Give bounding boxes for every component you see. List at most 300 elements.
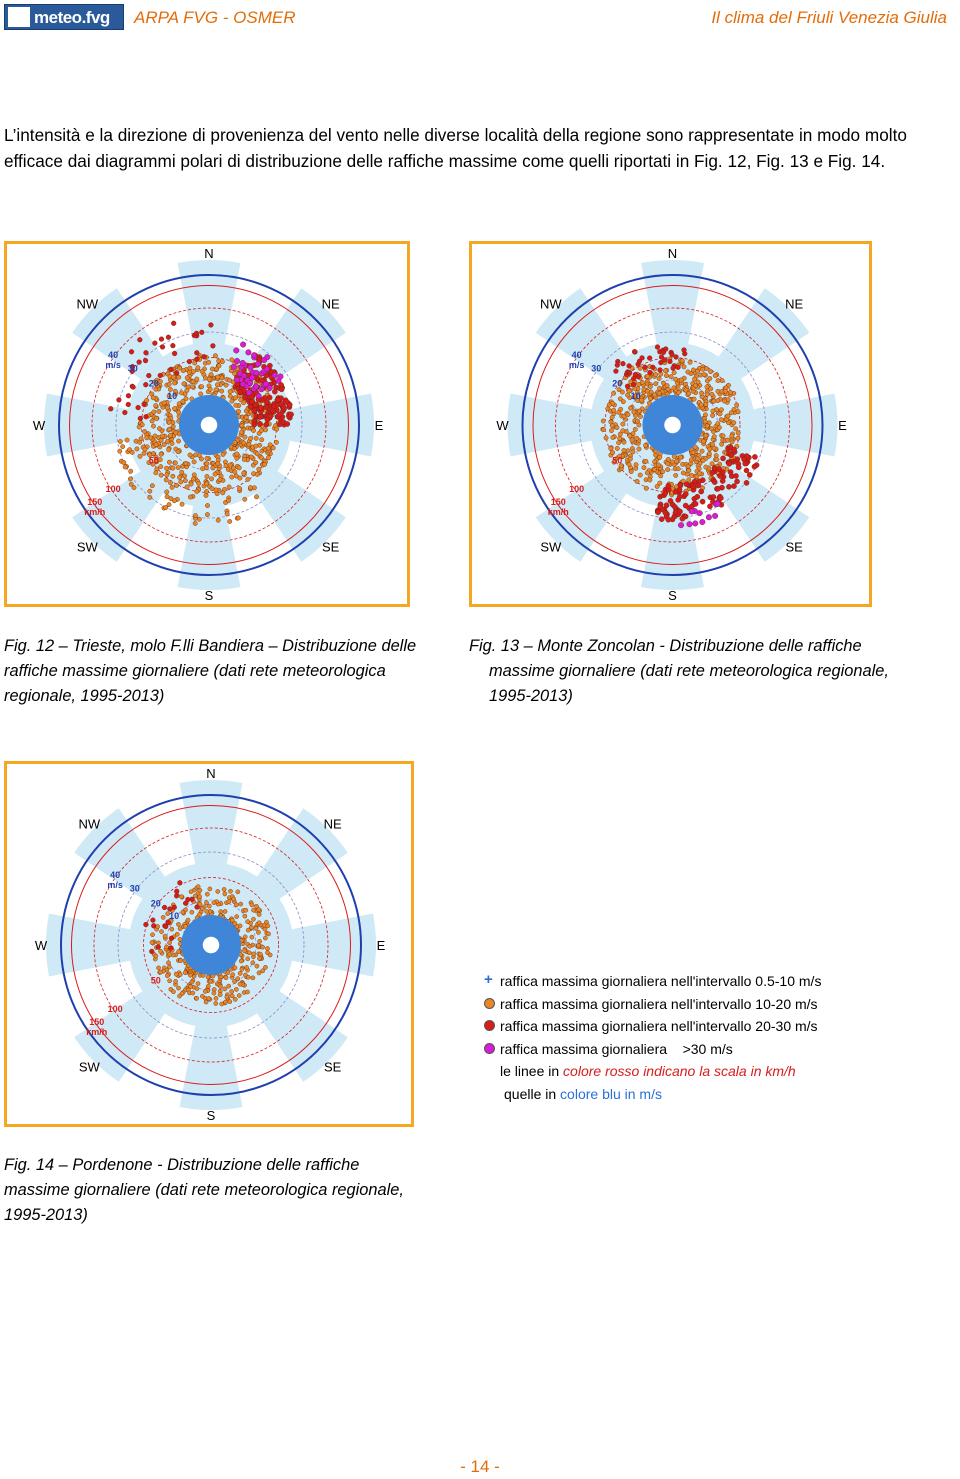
gust-point [706, 514, 712, 520]
gust-point [627, 370, 632, 375]
gust-point [170, 485, 174, 489]
gust-point [225, 512, 229, 516]
legend-label: raffica massima giornaliera nell'intervallo 10-20 m/s [500, 995, 818, 1012]
gust-point [237, 993, 241, 997]
gust-point [156, 945, 161, 950]
gust-point [171, 466, 175, 470]
gust-point [166, 448, 170, 452]
legend-note-blue-text: colore blu in m/s [560, 1085, 662, 1102]
gust-point [668, 359, 673, 364]
gust-point [176, 465, 180, 469]
legend-label: raffica massima giornaliera nell'intervallo 20-30 m/s [500, 1018, 818, 1034]
gust-point [127, 448, 131, 452]
gust-point [270, 408, 275, 413]
gust-point [725, 438, 729, 442]
gust-point [195, 489, 199, 493]
gust-point [181, 910, 185, 914]
gust-point [223, 892, 227, 896]
gust-point [174, 889, 179, 894]
gust-point [263, 428, 267, 432]
gust-point [263, 965, 267, 969]
gust-point [272, 389, 277, 394]
gust-point [256, 393, 262, 399]
gust-point [150, 933, 154, 937]
gust-point [228, 389, 232, 393]
orange-dot-icon [484, 998, 495, 1009]
gust-point [171, 321, 176, 326]
gust-point [707, 504, 712, 509]
meteo-fvg-logo [4, 4, 124, 30]
gust-point [238, 389, 243, 394]
gust-point [171, 474, 175, 478]
gust-point [730, 434, 734, 438]
gust-point [232, 446, 236, 450]
compass-label: N [667, 246, 678, 261]
gust-point [159, 452, 163, 456]
gust-point [223, 1000, 227, 1004]
scale-label-ms: 40 [571, 349, 582, 360]
gust-point [264, 354, 270, 360]
gust-point [695, 369, 699, 373]
page-header [0, 0, 960, 34]
gust-point [268, 953, 272, 957]
gust-point [195, 377, 199, 381]
gust-point [165, 490, 169, 494]
gust-point [167, 965, 171, 969]
center-dot [203, 937, 220, 954]
gust-point [688, 360, 692, 364]
gust-point [216, 462, 220, 466]
gust-point [177, 950, 181, 954]
gust-point [254, 444, 258, 448]
gust-point [625, 393, 629, 397]
gust-point [167, 460, 171, 464]
gust-point [631, 376, 636, 381]
gust-point [263, 936, 267, 940]
gust-point [710, 413, 714, 417]
gust-point [719, 442, 723, 446]
gust-point [207, 904, 211, 908]
gust-point [251, 428, 255, 432]
gust-point [200, 907, 204, 911]
gust-point [196, 981, 200, 985]
gust-point [181, 399, 185, 403]
gust-point [179, 895, 183, 899]
scale-label-ms: 10 [167, 391, 178, 402]
compass-label: W [496, 418, 509, 433]
gust-point [672, 504, 677, 509]
gust-point [637, 447, 641, 451]
gust-point [610, 450, 614, 454]
legend-item [480, 1038, 870, 1061]
gust-point [199, 330, 204, 335]
compass-label: N [204, 246, 214, 261]
gust-point [243, 497, 247, 501]
gust-point [157, 409, 161, 413]
gust-point [616, 440, 620, 444]
gust-point [253, 402, 258, 407]
gust-point [135, 447, 139, 451]
gust-point [138, 416, 143, 421]
gust-point [259, 437, 263, 441]
gust-point [677, 494, 682, 499]
compass-label: NW [540, 296, 562, 312]
gust-point [662, 358, 667, 363]
gust-point [752, 464, 757, 469]
gust-point [245, 990, 249, 994]
gust-point [126, 393, 131, 398]
gust-point [212, 901, 216, 905]
gust-point [227, 485, 231, 489]
gust-point [195, 905, 200, 910]
gust-point [174, 972, 178, 976]
compass-label: N [206, 766, 216, 781]
gust-point [711, 494, 716, 499]
gust-point [637, 409, 641, 413]
scale-unit-ms: m/s [568, 359, 585, 370]
gust-point [704, 366, 708, 370]
gust-point [146, 373, 151, 378]
gust-point [262, 462, 266, 466]
gust-point [696, 483, 701, 488]
gust-point [702, 372, 706, 376]
gust-point [267, 385, 273, 391]
gust-point [642, 465, 646, 469]
gust-point [657, 455, 661, 459]
intro-paragraph: L’intensità e la direzione di provenienza del vento nelle diverse località della regione sono rappresentate in modo molto efficace dai diagrammi polari di distribuzione delle raffiche massime come quelli riportati in Fig. 12, Fig. 13 e Fig. 14. [4, 125, 907, 171]
gust-point [154, 443, 158, 447]
gust-point [254, 370, 260, 376]
gust-point [266, 455, 270, 459]
gust-point [644, 486, 648, 490]
gust-point [259, 428, 263, 432]
gust-point [220, 360, 224, 364]
gust-point [220, 376, 224, 380]
gust-point [643, 443, 647, 447]
gust-point [692, 397, 696, 401]
gust-point [194, 350, 199, 355]
gust-point [203, 989, 207, 993]
gust-point [715, 457, 719, 461]
caption-fig-12: Fig. 12 – Trieste, molo F.lli Bandiera – Distribuzione delle raffiche massime giornaliere (dati rete meteorologica regionale, 1995-2013) [4, 637, 417, 705]
gust-point [711, 409, 715, 413]
gust-point [239, 430, 243, 434]
gust-point [230, 475, 234, 479]
gust-point [708, 447, 712, 451]
gust-point [668, 498, 673, 503]
gust-point [658, 504, 663, 509]
gust-point [152, 341, 157, 346]
gust-point [235, 456, 239, 460]
gust-point [274, 440, 278, 444]
gust-point [710, 392, 714, 396]
gust-point [162, 401, 166, 405]
gust-point [205, 892, 209, 896]
gust-point [622, 448, 626, 452]
legend-note-red [480, 1060, 870, 1083]
gust-point [647, 356, 652, 361]
gust-point [191, 379, 195, 383]
gust-point [152, 410, 156, 414]
gust-point [222, 887, 226, 891]
gust-point [191, 369, 195, 373]
gust-point [223, 987, 227, 991]
gust-point [251, 908, 255, 912]
gust-point [666, 483, 671, 488]
gust-point [175, 932, 179, 936]
gust-point [120, 444, 124, 448]
gust-point [634, 463, 638, 467]
gust-point [176, 449, 180, 453]
gust-point [627, 462, 631, 466]
gust-point [704, 402, 708, 406]
gust-point [178, 927, 182, 931]
gust-point [257, 912, 261, 916]
gust-point [169, 946, 174, 951]
gust-point [601, 419, 605, 423]
gust-point [233, 921, 237, 925]
gust-point [164, 478, 168, 482]
gust-point [240, 967, 244, 971]
gust-point [151, 396, 155, 400]
gust-point [264, 422, 269, 427]
gust-point [259, 386, 265, 392]
gust-point [622, 440, 626, 444]
gust-point [678, 522, 684, 528]
gust-point [721, 434, 725, 438]
gust-point [253, 384, 259, 390]
gust-point [716, 378, 720, 382]
gust-point [720, 478, 725, 483]
gust-point [652, 467, 656, 471]
gust-point [194, 331, 199, 336]
gust-point [704, 465, 708, 469]
polar-chart-zoncolan [469, 241, 872, 607]
gust-point [108, 406, 113, 411]
gust-point [246, 350, 252, 356]
gust-point [676, 466, 680, 470]
gust-point [218, 984, 222, 988]
gust-point [204, 493, 208, 497]
gust-point [733, 427, 737, 431]
gust-point [176, 986, 180, 990]
gust-point [150, 419, 154, 423]
gust-point [160, 434, 164, 438]
gust-point [731, 447, 736, 452]
gust-point [177, 880, 182, 885]
gust-point [691, 368, 695, 372]
gust-point [242, 949, 246, 953]
gust-point [129, 469, 133, 473]
gust-point [704, 433, 708, 437]
gust-point [617, 436, 621, 440]
gust-point [137, 337, 142, 342]
gust-point [257, 921, 261, 925]
gust-point [705, 424, 709, 428]
gust-point [216, 889, 220, 893]
gust-point [123, 465, 127, 469]
gust-point [131, 385, 136, 390]
gust-point [252, 422, 257, 427]
gust-point [209, 323, 214, 328]
gust-point [726, 484, 731, 489]
gust-point [258, 414, 263, 419]
gust-point [635, 419, 639, 423]
gust-point [143, 358, 148, 363]
legend-label: raffica massima giornaliera nell'intervallo 0.5-10 m/s [500, 973, 822, 989]
gust-point [187, 359, 192, 364]
gust-point [235, 452, 239, 456]
gust-point [611, 435, 615, 439]
gust-point [142, 402, 147, 407]
gust-point [648, 370, 653, 375]
gust-point [620, 390, 624, 394]
gust-point [248, 436, 252, 440]
gust-point [169, 367, 174, 372]
gust-point [230, 358, 234, 362]
gust-point [224, 976, 228, 980]
gust-point [238, 476, 242, 480]
gust-point [691, 484, 696, 489]
caption-fig-14: Fig. 14 – Pordenone - Distribuzione delle raffiche massime giornaliere (dati rete meteorologica regionale, 1995-2013) [4, 1156, 404, 1224]
gust-point [171, 990, 175, 994]
gust-point [218, 477, 222, 481]
gust-point [209, 477, 213, 481]
gust-point [180, 470, 184, 474]
gust-point [165, 473, 169, 477]
gust-point [648, 478, 652, 482]
compass-label: NW [78, 816, 101, 832]
scale-unit-kmh: km/h [84, 507, 106, 518]
gust-point [251, 917, 255, 921]
gust-point [167, 941, 171, 945]
gust-point [232, 897, 236, 901]
legend-note-prefix: le linee in [500, 1063, 564, 1079]
gust-point [172, 351, 177, 356]
legend-item [480, 993, 870, 1016]
gust-point [225, 995, 229, 999]
gust-point [247, 442, 251, 446]
gust-point [154, 416, 158, 420]
gust-point [705, 392, 709, 396]
compass-label: E [376, 938, 386, 953]
gust-point [163, 505, 167, 509]
gust-point [166, 961, 170, 965]
gust-point [637, 359, 642, 364]
gust-point [221, 452, 225, 456]
gust-point [205, 909, 209, 913]
gust-point [254, 436, 258, 440]
gust-point [186, 918, 190, 922]
gust-point [708, 369, 712, 373]
scale-unit-ms: m/s [105, 359, 121, 370]
gust-point [192, 473, 196, 477]
gust-point [191, 477, 195, 481]
gust-point [234, 903, 238, 907]
gust-point [710, 442, 714, 446]
gust-point [288, 412, 293, 417]
gust-point [683, 491, 688, 496]
legend-note-text [500, 1060, 796, 1083]
scale-label-kmh: 100 [105, 484, 121, 495]
gust-point [266, 924, 270, 928]
gust-point [190, 385, 194, 389]
gust-point [736, 436, 740, 440]
legend-note-blue [480, 1083, 870, 1106]
gust-point [177, 375, 181, 379]
gust-point [678, 455, 682, 459]
gust-point [611, 391, 615, 395]
gust-point [142, 429, 146, 433]
gust-point [275, 427, 279, 431]
gust-point [655, 345, 660, 350]
gust-point [264, 399, 269, 404]
gust-point [644, 459, 648, 463]
gust-point [233, 997, 237, 1001]
scale-label-ms: 10 [630, 391, 641, 402]
gust-point [736, 431, 740, 435]
gust-point [227, 378, 231, 382]
gust-point [205, 462, 209, 466]
gust-point [699, 403, 703, 407]
gust-point [656, 510, 661, 515]
compass-label: W [34, 938, 48, 953]
gust-point [714, 453, 718, 457]
gust-point [165, 974, 169, 978]
gust-point [723, 389, 727, 393]
gust-point [665, 467, 669, 471]
gust-point [137, 440, 141, 444]
gust-point [744, 468, 749, 473]
gust-point [228, 519, 232, 523]
gust-point [159, 464, 163, 468]
gust-point [689, 509, 695, 515]
gust-point [170, 927, 174, 931]
gust-point [736, 410, 740, 414]
gust-point [673, 489, 678, 494]
gust-point [206, 360, 210, 364]
gust-point [212, 991, 216, 995]
polar-chart-pordenone [4, 761, 414, 1127]
gust-point [163, 924, 168, 929]
scale-label-ms: 30 [591, 363, 602, 374]
gust-point [167, 382, 171, 386]
gust-point [609, 428, 613, 432]
gust-point [251, 952, 255, 956]
gust-point [157, 426, 161, 430]
gust-point [116, 398, 121, 403]
gust-point [173, 461, 177, 465]
legend-note-red-text: colore rosso indicano la scala in km/h [563, 1063, 796, 1079]
gust-point [214, 1001, 218, 1005]
plus-icon: + [484, 971, 493, 988]
gust-point [206, 975, 210, 979]
gust-point [224, 383, 228, 387]
gust-point [230, 994, 234, 998]
gust-point [715, 501, 721, 507]
gust-point [628, 434, 632, 438]
gust-point [743, 461, 748, 466]
gust-point [635, 479, 639, 483]
gust-point [148, 495, 152, 499]
gust-point [633, 427, 637, 431]
gust-point [659, 372, 663, 376]
gust-point [233, 966, 237, 970]
logo-mark-icon [8, 7, 30, 27]
gust-point [674, 459, 678, 463]
gust-point [729, 453, 734, 458]
gust-point [195, 986, 199, 990]
